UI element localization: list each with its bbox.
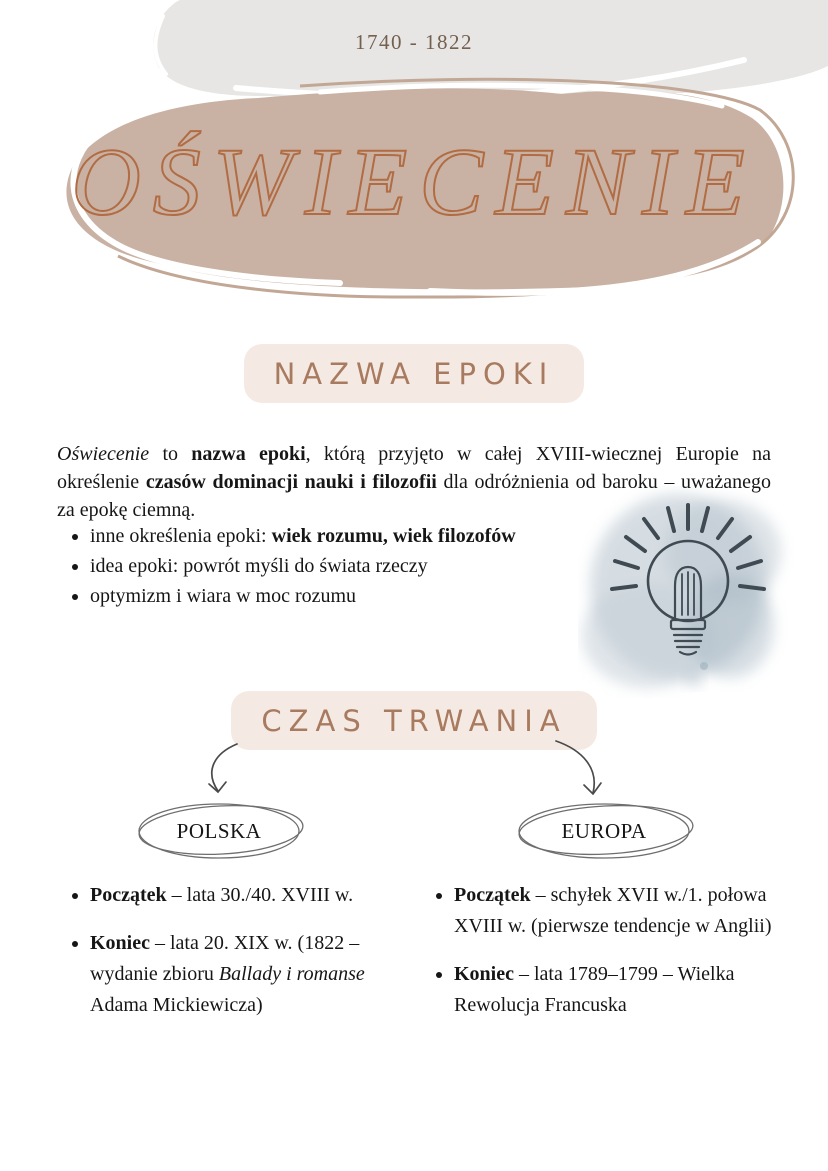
section-heading-nazwa-epoki: NAZWA EPOKI <box>244 344 585 403</box>
list-item: • optymizm i wiara w moc rozumu <box>90 582 630 611</box>
date-range-label: 1740 - 1822 <box>355 30 473 54</box>
nazwa-bullet-list <box>62 522 630 612</box>
title-wrap <box>0 128 828 235</box>
column-polska <box>62 880 414 1038</box>
list-item: • idea epoki: powrót myśli do świata rzeczy <box>90 552 630 581</box>
list-item: • Koniec – lata 1789–1799 – Wielka Rewolucja Francuska <box>454 959 778 1021</box>
arrowhead-left <box>209 782 226 792</box>
intro-paragraph: Oświecenie to nazwa epoki, którą przyjęto w całej XVIII-wiecznej Europie na określenie czasów dominacji nauki i filozofii dla odróżnienia od baroku – uważanego za epokę ciemną. <box>57 443 772 521</box>
section-heading-czas-trwania: CZAS TRWANIA <box>231 691 596 750</box>
europa-bullet-list <box>426 880 778 1021</box>
list-item: • Początek – schyłek XVII w./1. połowa XVIII w. (pierwsze tendencje w Anglii) <box>454 880 778 942</box>
list-item: • Początek – lata 30./40. XVIII w. <box>90 880 414 911</box>
curved-arrow-down-right <box>556 741 594 793</box>
column-europa <box>426 880 778 1038</box>
branch-diagram <box>0 736 828 876</box>
polska-bullet-list <box>62 880 414 1021</box>
czas-columns <box>62 880 778 1038</box>
list-item: • inne określenia epoki: wiek rozumu, wiek filozofów <box>90 522 630 551</box>
oval-label-europa: EUROPA <box>561 819 647 843</box>
page-title: OŚWIECENIE <box>71 128 757 235</box>
arrowhead-right <box>584 783 601 794</box>
list-item: • Koniec – lata 20. XIX w. (1822 – wydanie zbioru Ballady i romanse Adama Mickiewicza) <box>90 928 414 1021</box>
lightbulb-illustration <box>578 486 798 698</box>
nazwa-epoki-row <box>0 344 828 403</box>
oval-label-polska: POLSKA <box>176 819 262 843</box>
